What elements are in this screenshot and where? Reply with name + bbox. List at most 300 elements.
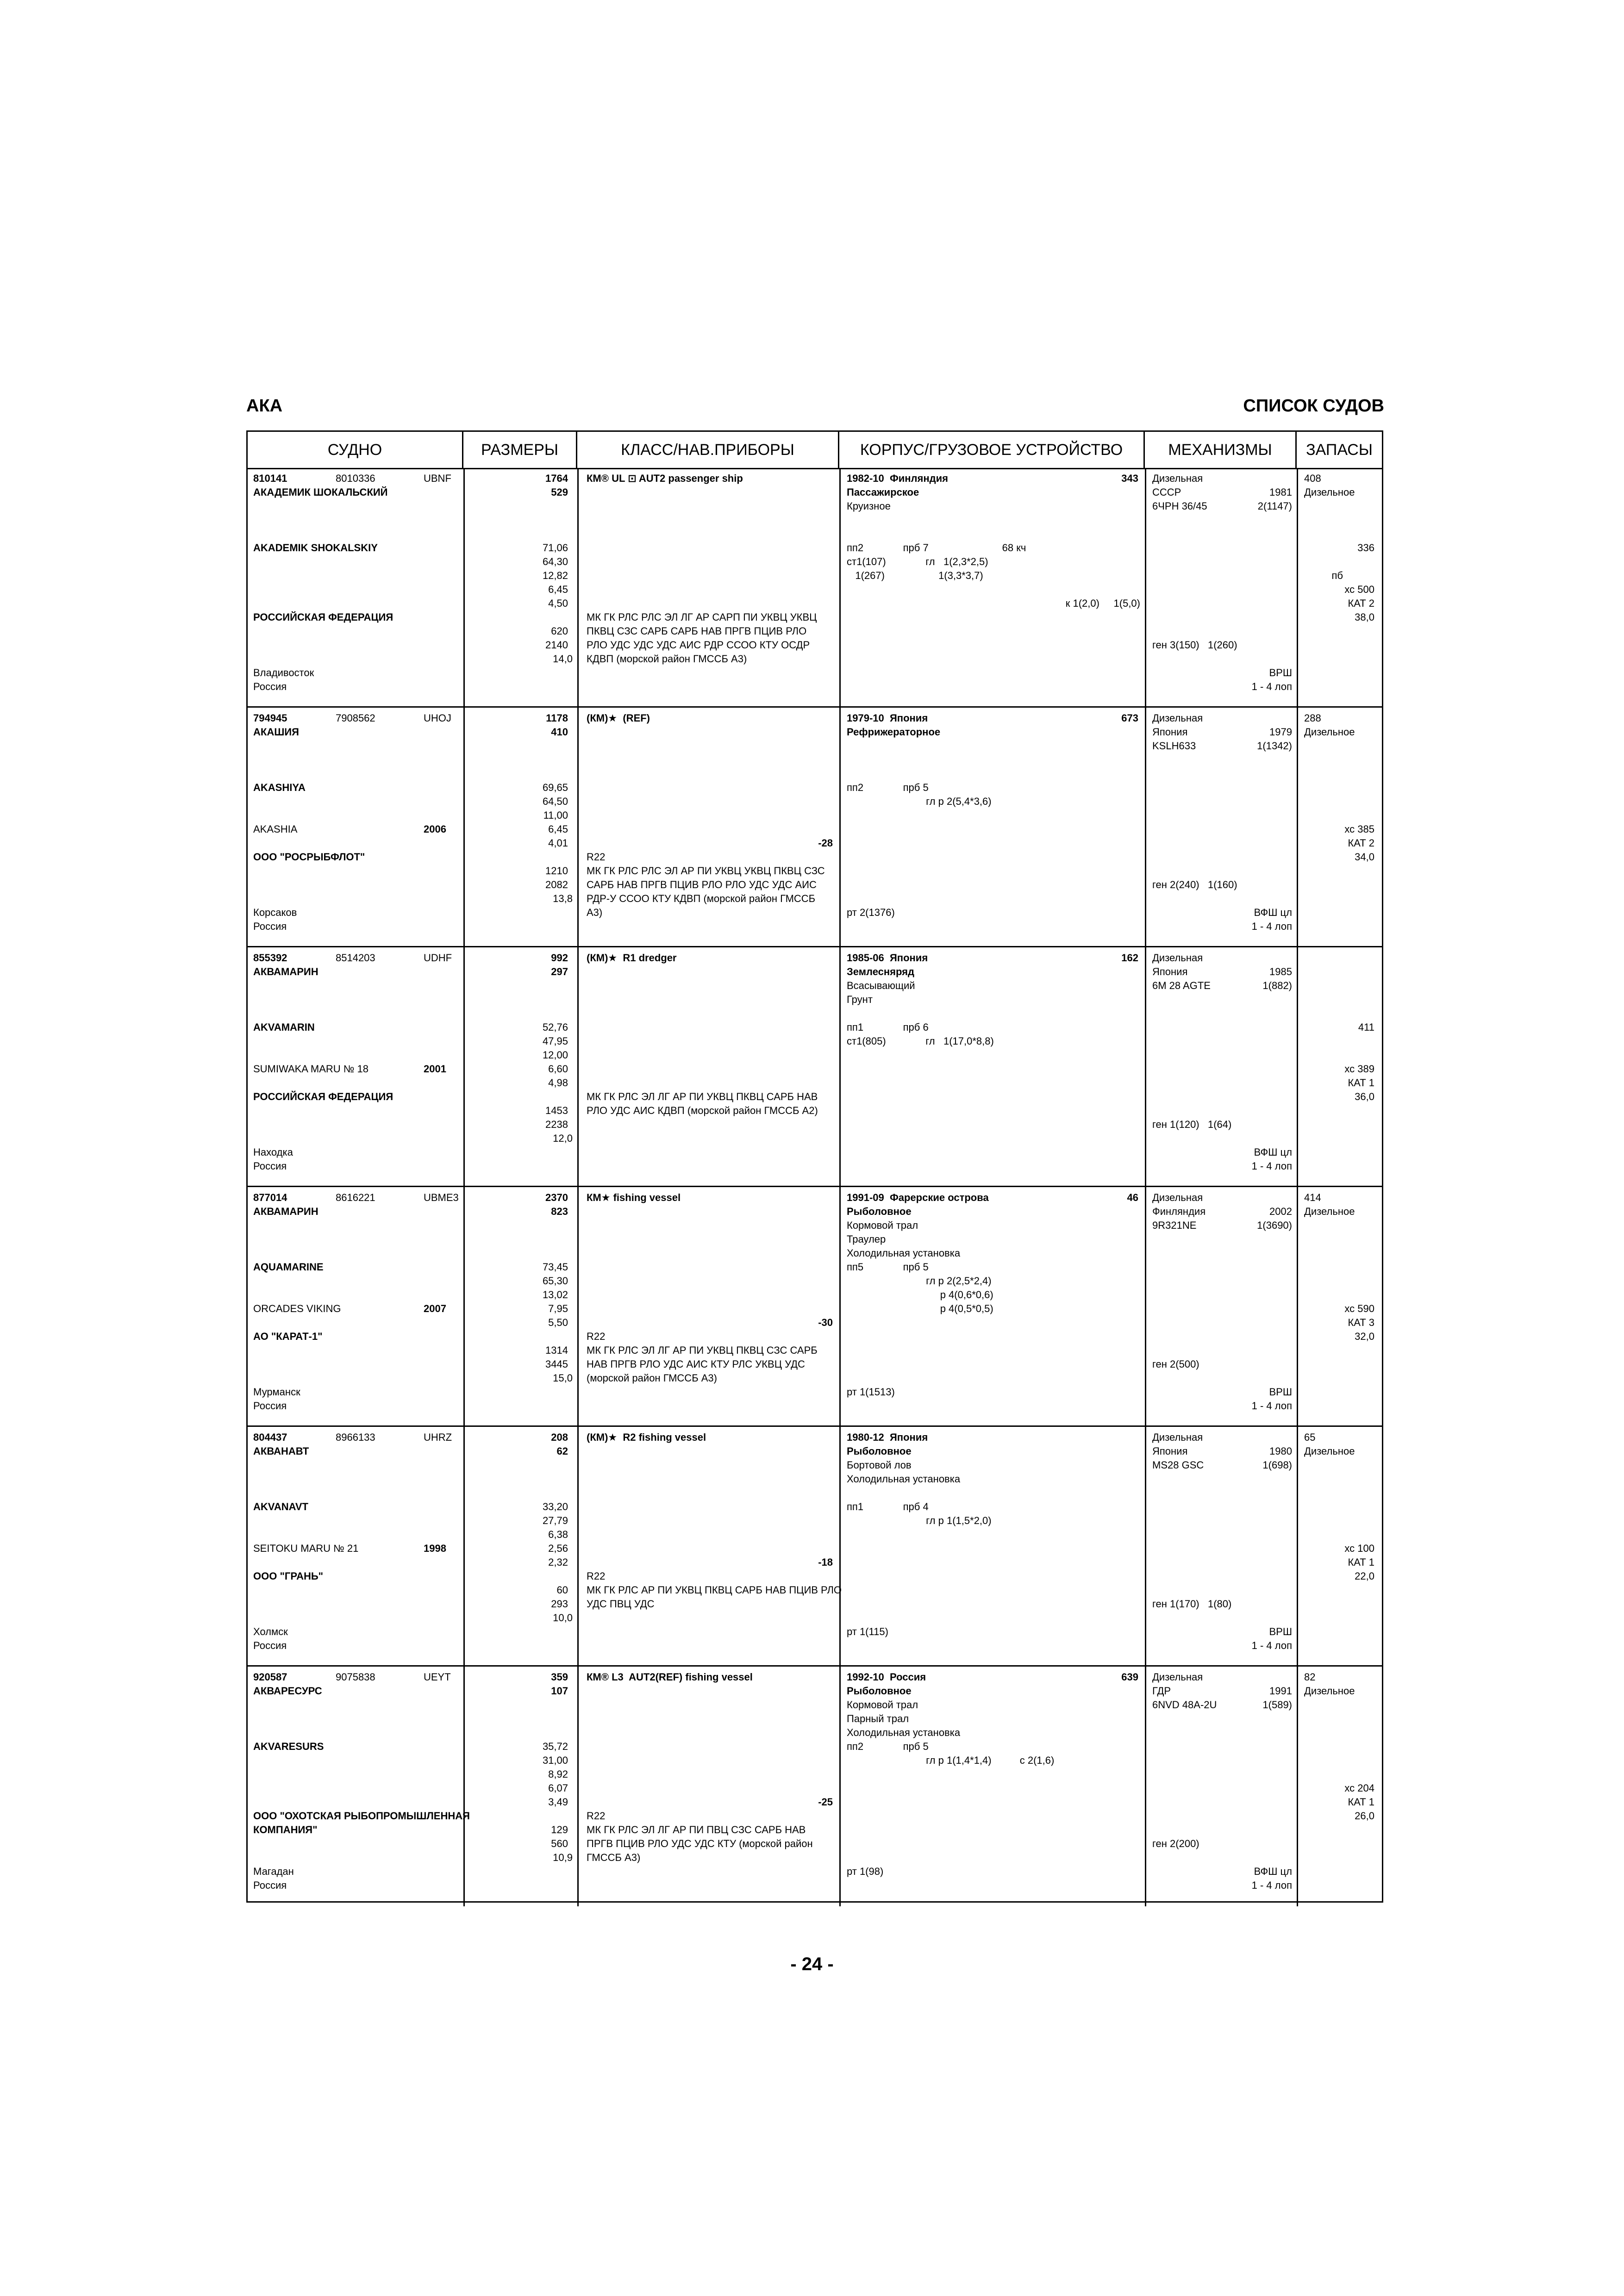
- owner: РОССИЙСКАЯ ФЕДЕРАЦИЯ: [253, 1091, 394, 1102]
- endurance-value: КАТ 1: [1348, 1556, 1374, 1568]
- imo-number: 8616221: [336, 1192, 375, 1203]
- column-divider: [839, 1187, 841, 1425]
- engine-country: Финляндия: [1152, 1206, 1206, 1217]
- vessel-entry: [248, 468, 1382, 708]
- tonnage-value: 293: [551, 1598, 568, 1610]
- propeller-type: ВРШ: [1269, 1386, 1292, 1398]
- vessel-entry: [248, 1187, 1382, 1427]
- engine-type: Дизельная: [1152, 952, 1203, 964]
- call-sign: UBME3: [424, 1192, 459, 1203]
- endurance-value: 34,0: [1355, 851, 1374, 863]
- dimension-value: 3,49: [548, 1796, 568, 1808]
- hull-type: Холодильная установка: [847, 1473, 961, 1485]
- ice-class: R22: [587, 1331, 606, 1342]
- hull-type: Всасывающий: [847, 980, 915, 991]
- column-divider: [839, 947, 841, 1186]
- tonnage-value: 3445: [545, 1358, 568, 1370]
- dimension-value: 2,56: [548, 1543, 568, 1554]
- page-number: - 24 -: [790, 1954, 834, 1974]
- engine-country: Япония: [1152, 966, 1188, 977]
- dimension-value: 64,50: [542, 796, 568, 807]
- propeller-type: ВФШ цл: [1254, 1866, 1292, 1877]
- propeller-type: ВФШ цл: [1254, 907, 1292, 918]
- registry-number: 810141: [253, 473, 287, 484]
- engine-year: 1991: [1269, 1685, 1292, 1697]
- home-port: Холмск: [253, 1626, 288, 1637]
- tonnage-value: 12,0: [553, 1132, 573, 1144]
- column-divider: [577, 947, 579, 1186]
- gross-tonnage: 208: [551, 1431, 568, 1443]
- engine-type: Дизельная: [1152, 712, 1203, 724]
- fuel-supply: 408: [1304, 473, 1321, 484]
- navigation-equipment: ПРГВ ПЦИВ РЛО УДС УДС КТУ (морской район: [587, 1838, 813, 1849]
- former-name-year: 2007: [424, 1303, 446, 1314]
- build-number: 639: [1121, 1671, 1138, 1683]
- engine-year: 2002: [1269, 1206, 1292, 1217]
- supply-value: 336: [1357, 542, 1374, 554]
- fuel-supply: 288: [1304, 712, 1321, 724]
- generators: ген 3(150) 1(260): [1152, 639, 1237, 651]
- generators: ген 1(170) 1(80): [1152, 1598, 1232, 1610]
- tonnage-value: 2238: [545, 1119, 568, 1130]
- tonnage-value: 10,9: [553, 1852, 573, 1863]
- cargo-hold-spec: пп1 прб 6: [847, 1021, 929, 1033]
- column-header-machinery: МЕХАНИЗМЫ: [1145, 432, 1297, 468]
- dimension-value: 27,79: [542, 1515, 568, 1526]
- propeller-type: ВФШ цл: [1254, 1146, 1292, 1158]
- net-tonnage: 107: [551, 1685, 568, 1697]
- column-header-vessel: СУДНО: [248, 432, 463, 468]
- tonnage-value: 620: [551, 625, 568, 637]
- endurance-value: 38,0: [1355, 611, 1374, 623]
- cargo-hold-spec: ст1(107) гл 1(2,3*2,5): [847, 556, 988, 567]
- build-year-country: 1991-09 Фарерские острова: [847, 1192, 989, 1203]
- engine-model: KSLH633: [1152, 740, 1196, 752]
- page-header-right: СПИСОК СУДОВ: [1243, 396, 1384, 416]
- engine-power: 1(698): [1262, 1459, 1292, 1471]
- vessel-name-latin: AQUAMARINE: [253, 1261, 324, 1273]
- build-year-country: 1985-06 Япония: [847, 952, 928, 964]
- owner: РОССИЙСКАЯ ФЕДЕРАЦИЯ: [253, 611, 394, 623]
- former-name: SUMIWAKA MARU № 18: [253, 1063, 369, 1075]
- vessel-name: АКВАРЕСУРС: [253, 1685, 322, 1697]
- home-port: Находка: [253, 1146, 293, 1158]
- fuel-type: Дизельное: [1304, 726, 1355, 738]
- column-divider: [577, 468, 579, 706]
- hull-type: Рыболовное: [847, 1445, 912, 1457]
- tonnage-value: 10,0: [553, 1612, 573, 1624]
- dimension-value: 4,50: [548, 597, 568, 609]
- column-header-dimensions: РАЗМЕРЫ: [463, 432, 577, 468]
- hull-type: Рыболовное: [847, 1685, 912, 1697]
- navigation-equipment: РЛО УДС УДС УДС АИС РДР ССОО КТУ ОСДР: [587, 639, 810, 651]
- class-notation: (КМ)★ R1 dredger: [587, 952, 677, 964]
- dimension-value: 8,92: [548, 1768, 568, 1780]
- column-divider: [839, 1667, 841, 1906]
- imo-number: 9075838: [336, 1671, 375, 1683]
- endurance-value: 32,0: [1355, 1331, 1374, 1342]
- imo-number: 8966133: [336, 1431, 375, 1443]
- vessel-name-latin: AKASHIYA: [253, 782, 306, 793]
- propeller-blades: 1 - 4 лоп: [1251, 1640, 1292, 1651]
- net-tonnage: 297: [551, 966, 568, 977]
- fuel-type: Дизельное: [1304, 1445, 1355, 1457]
- navigation-equipment: МК ГК РЛС ЭЛ ЛГ АР ПИ УКВЦ ПКВЦ САРБ НАВ: [587, 1091, 818, 1102]
- vessel-name: АКАШИЯ: [253, 726, 299, 738]
- column-header-class-nav: КЛАСС/НАВ.ПРИБОРЫ: [577, 432, 839, 468]
- ice-class: R22: [587, 1810, 606, 1822]
- engine-type: Дизельная: [1152, 1192, 1203, 1203]
- cargo-hold-spec: ст1(805) гл 1(17,0*8,8): [847, 1035, 994, 1047]
- propeller-blades: 1 - 4 лоп: [1251, 1879, 1292, 1891]
- hull-type: Грунт: [847, 994, 873, 1005]
- dimension-value: 4,98: [548, 1077, 568, 1089]
- propeller-blades: 1 - 4 лоп: [1251, 1400, 1292, 1412]
- fuel-supply: 414: [1304, 1192, 1321, 1203]
- engine-year: 1985: [1269, 966, 1292, 977]
- tonnage-value: 13,8: [553, 893, 573, 904]
- tonnage-value: 2140: [545, 639, 568, 651]
- class-notation: (КМ)★ R2 fishing vessel: [587, 1431, 706, 1443]
- registry-number: 877014: [253, 1192, 287, 1203]
- refrigeration-temperature: -30: [818, 1317, 833, 1328]
- cargo-hold-spec: р 4(0,5*0,5): [847, 1303, 993, 1314]
- build-number: 46: [1127, 1192, 1138, 1203]
- engine-country: СССР: [1152, 486, 1181, 498]
- engine-model: 6M 28 AGTE: [1152, 980, 1211, 991]
- refrigerated-hold: рт 1(1513): [847, 1386, 895, 1398]
- cargo-hold-spec: гл р 1(1,4*1,4) с 2(1,6): [847, 1755, 1055, 1766]
- class-notation: КМ® UL ⊡ AUT2 passenger ship: [587, 473, 743, 484]
- cargo-hold-spec: пп1 прб 4: [847, 1501, 929, 1512]
- gross-tonnage: 1178: [546, 712, 568, 724]
- fuel-supply: 65: [1304, 1431, 1316, 1443]
- owner: ООО "ГРАНЬ": [253, 1570, 324, 1582]
- dimension-value: 35,72: [542, 1741, 568, 1752]
- owner: ООО "ОХОТСКАЯ РЫБОПРОМЫШЛЕННАЯ КОМПАНИЯ": [253, 1810, 470, 1836]
- registry-number: 794945: [253, 712, 287, 724]
- endurance-value: КАТ 1: [1348, 1796, 1374, 1808]
- engine-power: 1(882): [1262, 980, 1292, 991]
- call-sign: UHOJ: [424, 712, 451, 724]
- home-port: Магадан: [253, 1866, 294, 1877]
- call-sign: UEYT: [424, 1671, 451, 1683]
- class-notation: КМ® L3 AUT2(REF) fishing vessel: [587, 1671, 753, 1683]
- navigation-equipment: (морской район ГМССБ А3): [587, 1372, 717, 1384]
- home-port: Владивосток: [253, 667, 314, 678]
- refrigerated-hold: рт 1(115): [847, 1626, 888, 1637]
- column-divider: [577, 1187, 579, 1425]
- build-year-country: 1980-12 Япония: [847, 1431, 928, 1443]
- dimension-value: 6,60: [548, 1063, 568, 1075]
- endurance-value: КАТ 3: [1348, 1317, 1374, 1328]
- country: Россия: [253, 681, 287, 692]
- propeller-type: ВРШ: [1269, 1626, 1292, 1637]
- engine-year: 1980: [1269, 1445, 1292, 1457]
- dimension-value: 6,45: [548, 823, 568, 835]
- gross-tonnage: 2370: [545, 1192, 568, 1203]
- dimension-value: 12,82: [542, 570, 568, 581]
- dimension-value: 69,65: [542, 782, 568, 793]
- registry-number: 920587: [253, 1671, 287, 1683]
- propeller-blades: 1 - 4 лоп: [1251, 921, 1292, 932]
- refrigeration-temperature: -18: [818, 1556, 833, 1568]
- dimension-value: 33,20: [542, 1501, 568, 1512]
- endurance-value: КАТ 2: [1348, 837, 1374, 849]
- vessel-name-latin: AKVARESURS: [253, 1741, 324, 1752]
- endurance-value: хс 204: [1344, 1782, 1374, 1794]
- generators: ген 2(200): [1152, 1838, 1199, 1849]
- column-divider: [577, 1427, 579, 1665]
- page-header-left: АКА: [246, 396, 283, 416]
- hull-type: Кормовой трал: [847, 1699, 918, 1711]
- class-notation: (КМ)★ (REF): [587, 712, 650, 724]
- propeller-blades: 1 - 4 лоп: [1251, 681, 1292, 692]
- navigation-equipment: УДС ПВЦ УДС: [587, 1598, 655, 1610]
- vessel-entry: [248, 1427, 1382, 1667]
- refrigerated-hold: рт 1(98): [847, 1866, 884, 1877]
- dimension-value: 47,95: [542, 1035, 568, 1047]
- call-sign: UDHF: [424, 952, 452, 964]
- column-header-hull-cargo: КОРПУС/ГРУЗОВОЕ УСТРОЙСТВО: [839, 432, 1145, 468]
- vessel-name-latin: AKVANAVT: [253, 1501, 308, 1512]
- endurance-value: хс 590: [1344, 1303, 1374, 1314]
- engine-type: Дизельная: [1152, 1431, 1203, 1443]
- dimension-value: 6,38: [548, 1529, 568, 1540]
- tonnage-value: 560: [551, 1838, 568, 1849]
- engine-country: Япония: [1152, 1445, 1188, 1457]
- engine-power: 2(1147): [1257, 500, 1292, 512]
- vessel-name: АКАДЕМИК ШОКАЛЬСКИЙ: [253, 486, 388, 498]
- imo-number: 8514203: [336, 952, 375, 964]
- dimension-value: 4,01: [548, 837, 568, 849]
- hull-type: Землесняряд: [847, 966, 914, 977]
- net-tonnage: 529: [551, 486, 568, 498]
- build-number: 343: [1121, 473, 1138, 484]
- cargo-hold-spec: р 4(0,6*0,6): [847, 1289, 993, 1300]
- endurance-value: хс 389: [1344, 1063, 1374, 1075]
- dimension-value: 64,30: [542, 556, 568, 567]
- former-name-year: 2006: [424, 823, 446, 835]
- vessel-name-latin: AKVAMARIN: [253, 1021, 315, 1033]
- tonnage-value: 2082: [545, 879, 568, 890]
- endurance-value: хс 385: [1344, 823, 1374, 835]
- build-year-country: 1982-10 Финляндия: [847, 473, 948, 484]
- engine-type: Дизельная: [1152, 1671, 1203, 1683]
- supply-note: пб: [1331, 570, 1343, 581]
- navigation-equipment: МК ГК РЛС ЭЛ ЛГ АР ПИ ПВЦ СЗС САРБ НАВ: [587, 1824, 806, 1836]
- former-name: ORCADES VIKING: [253, 1303, 341, 1314]
- class-notation: КМ★ fishing vessel: [587, 1192, 681, 1203]
- navigation-equipment: САРБ НАВ ПРГВ ПЦИВ РЛО РЛО УДС УДС АИС: [587, 879, 817, 890]
- cargo-hold-spec: гл р 2(2,5*2,4): [847, 1275, 992, 1287]
- gross-tonnage: 359: [551, 1671, 568, 1683]
- former-name-year: 2001: [424, 1063, 446, 1075]
- supply-value: 411: [1358, 1021, 1374, 1033]
- endurance-value: 22,0: [1355, 1570, 1374, 1582]
- imo-number: 8010336: [336, 473, 375, 484]
- column-divider: [839, 1427, 841, 1665]
- engine-year: 1981: [1269, 486, 1292, 498]
- dimension-value: 6,45: [548, 584, 568, 595]
- vessel-register-table: [246, 430, 1383, 1903]
- hull-type: Рефрижераторное: [847, 726, 941, 738]
- build-number: 162: [1121, 952, 1138, 964]
- column-divider: [839, 468, 841, 706]
- home-port: Мурманск: [253, 1386, 300, 1398]
- dimension-value: 2,32: [548, 1556, 568, 1568]
- call-sign: UBNF: [424, 473, 451, 484]
- hull-type: Парный трал: [847, 1713, 909, 1724]
- engine-power: 1(1342): [1257, 740, 1292, 752]
- build-year-country: 1992-10 Россия: [847, 1671, 926, 1683]
- hull-type: Траулер: [847, 1233, 886, 1245]
- refrigeration-temperature: -25: [818, 1796, 833, 1808]
- build-year-country: 1979-10 Япония: [847, 712, 928, 724]
- registry-number: 804437: [253, 1431, 287, 1443]
- endurance-value: хс 500: [1344, 584, 1374, 595]
- tonnage-value: 129: [551, 1824, 568, 1836]
- hull-type: Круизное: [847, 500, 891, 512]
- column-header-row: [248, 432, 1382, 469]
- vessel-entry: [248, 947, 1382, 1187]
- propeller-type: ВРШ: [1269, 667, 1292, 678]
- ice-class: R22: [587, 851, 606, 863]
- endurance-value: КАТ 2: [1348, 597, 1374, 609]
- generators: ген 2(500): [1152, 1358, 1199, 1370]
- cargo-hold-spec: пп2 прб 7 68 кч: [847, 542, 1026, 554]
- dimension-value: 5,50: [548, 1317, 568, 1328]
- navigation-equipment: МК ГК РЛС АР ПИ УКВЦ ПКВЦ САРБ НАВ ПЦИВ РЛО: [587, 1584, 842, 1596]
- registry-number: 855392: [253, 952, 287, 964]
- navigation-equipment: ПКВЦ СЗС САРБ САРБ НАВ ПРГВ ПЦИВ РЛО: [587, 625, 807, 637]
- fuel-type: Дизельное: [1304, 1685, 1355, 1697]
- country: Россия: [253, 1879, 287, 1891]
- vessel-name-latin: AKADEMIK SHOKALSKIY: [253, 542, 378, 554]
- generators: ген 2(240) 1(160): [1152, 879, 1237, 890]
- endurance-value: хс 100: [1344, 1543, 1374, 1554]
- hull-type: Холодильная установка: [847, 1247, 961, 1259]
- dimension-value: 73,45: [542, 1261, 568, 1273]
- dimension-value: 52,76: [542, 1021, 568, 1033]
- tonnage-value: 14,0: [553, 653, 573, 665]
- navigation-equipment: НАВ ПРГВ РЛО УДС АИС КТУ РЛС УКВЦ УДС: [587, 1358, 805, 1370]
- gross-tonnage: 1764: [545, 473, 568, 484]
- tonnage-value: 1453: [545, 1105, 568, 1116]
- fuel-type: Дизельное: [1304, 486, 1355, 498]
- country: Россия: [253, 1640, 287, 1651]
- cargo-hold-spec: гл р 2(5,4*3,6): [847, 796, 992, 807]
- fuel-supply: 82: [1304, 1671, 1316, 1683]
- column-divider: [839, 708, 841, 946]
- call-sign: UHRZ: [424, 1431, 452, 1443]
- vessel-name: АКВАНАВТ: [253, 1445, 309, 1457]
- endurance-value: 36,0: [1355, 1091, 1374, 1102]
- tonnage-value: 60: [556, 1584, 568, 1596]
- vessel-name: АКВАМАРИН: [253, 966, 319, 977]
- imo-number: 7908562: [336, 712, 375, 724]
- net-tonnage: 410: [551, 726, 568, 738]
- propeller-blades: 1 - 4 лоп: [1251, 1160, 1292, 1172]
- navigation-equipment: МК ГК РЛС РЛС ЭЛ ЛГ АР САРП ПИ УКВЦ УКВЦ: [587, 611, 817, 623]
- engine-model: 6ЧРН 36/45: [1152, 500, 1207, 512]
- dimension-value: 31,00: [542, 1755, 568, 1766]
- hatch-spec: к 1(2,0) 1(5,0): [1065, 597, 1140, 609]
- hull-type: Холодильная установка: [847, 1727, 961, 1738]
- refrigeration-temperature: -28: [818, 837, 833, 849]
- fuel-type: Дизельное: [1304, 1206, 1355, 1217]
- generators: ген 1(120) 1(64): [1152, 1119, 1232, 1130]
- tonnage-value: 1210: [545, 865, 568, 877]
- owner: АО "КАРАТ-1": [253, 1331, 323, 1342]
- dimension-value: 7,95: [548, 1303, 568, 1314]
- engine-model: MS28 GSC: [1152, 1459, 1204, 1471]
- country: Россия: [253, 1160, 287, 1172]
- country: Россия: [253, 921, 287, 932]
- dimension-value: 6,07: [548, 1782, 568, 1794]
- dimension-value: 11,00: [543, 809, 568, 821]
- hull-type: Пассажирское: [847, 486, 919, 498]
- navigation-equipment: РДР-У ССОО КТУ КДВП (морской район ГМССБ: [587, 893, 816, 904]
- cargo-hold-spec: 1(267) 1(3,3*3,7): [847, 570, 983, 581]
- engine-power: 1(3690): [1257, 1220, 1292, 1231]
- home-port: Корсаков: [253, 907, 297, 918]
- net-tonnage: 823: [551, 1206, 568, 1217]
- ice-class: R22: [587, 1570, 606, 1582]
- navigation-equipment: КДВП (морской район ГМССБ А3): [587, 653, 747, 665]
- navigation-equipment: МК ГК РЛС РЛС ЭЛ АР ПИ УКВЦ УКВЦ ПКВЦ СЗС: [587, 865, 825, 877]
- cargo-hold-spec: пп2 прб 5: [847, 1741, 929, 1752]
- dimension-value: 12,00: [542, 1049, 568, 1061]
- navigation-equipment: МК ГК РЛС ЭЛ ЛГ АР ПИ УКВЦ ПКВЦ СЗС САРБ: [587, 1344, 818, 1356]
- vessel-name: АКВАМАРИН: [253, 1206, 319, 1217]
- engine-country: Япония: [1152, 726, 1188, 738]
- dimension-value: 71,06: [542, 542, 568, 554]
- engine-country: ГДР: [1152, 1685, 1171, 1697]
- dimension-value: 65,30: [542, 1275, 568, 1287]
- tonnage-value: 15,0: [553, 1372, 573, 1384]
- engine-model: 6NVD 48A-2U: [1152, 1699, 1217, 1711]
- country: Россия: [253, 1400, 287, 1412]
- column-divider: [577, 1667, 579, 1906]
- former-name: AKASHIA: [253, 823, 298, 835]
- navigation-equipment: ГМССБ А3): [587, 1852, 641, 1863]
- former-name-year: 1998: [424, 1543, 446, 1554]
- engine-type: Дизельная: [1152, 473, 1203, 484]
- cargo-hold-spec: гл р 1(1,5*2,0): [847, 1515, 992, 1526]
- navigation-equipment: РЛО УДС АИС КДВП (морской район ГМССБ А2): [587, 1105, 818, 1116]
- net-tonnage: 62: [556, 1445, 568, 1457]
- vessel-entry: [248, 708, 1382, 947]
- build-number: 673: [1121, 712, 1138, 724]
- refrigerated-hold: рт 2(1376): [847, 907, 895, 918]
- tonnage-value: 1314: [545, 1344, 568, 1356]
- column-header-supplies: ЗАПАСЫ: [1306, 441, 1373, 459]
- hull-type: Бортовой лов: [847, 1459, 912, 1471]
- column-divider: [577, 708, 579, 946]
- former-name: SEITOKU MARU № 21: [253, 1543, 359, 1554]
- endurance-value: 26,0: [1355, 1810, 1374, 1822]
- owner: ООО "РОСРЫБФЛОТ": [253, 851, 365, 863]
- cargo-hold-spec: пп5 прб 5: [847, 1261, 929, 1273]
- engine-model: 9R321NE: [1152, 1220, 1197, 1231]
- endurance-value: КАТ 1: [1348, 1077, 1374, 1089]
- engine-year: 1979: [1269, 726, 1292, 738]
- hull-type: Рыболовное: [847, 1206, 912, 1217]
- gross-tonnage: 992: [551, 952, 568, 964]
- navigation-equipment: А3): [587, 907, 603, 918]
- dimension-value: 13,02: [542, 1289, 568, 1300]
